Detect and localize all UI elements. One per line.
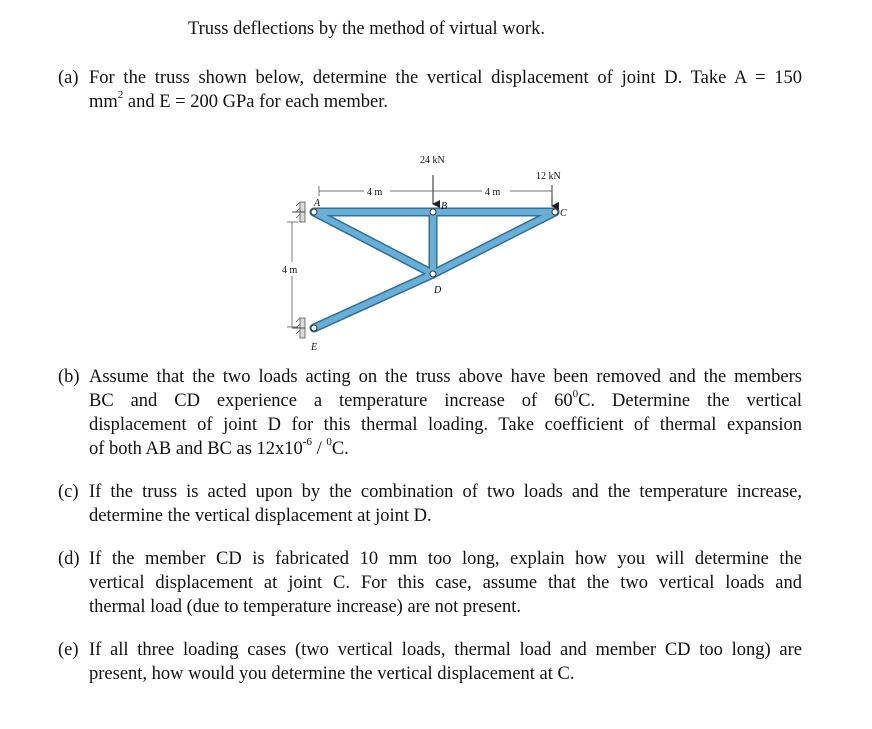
text-fragment: C. (331, 439, 349, 459)
text-line: displacement of joint D for this thermal loading. Take coefficient of thermal expansion (89, 415, 802, 435)
text-line: thermal load (due to temperature increase) are not present. (89, 597, 521, 617)
text-line: If all three loading cases (two vertical loads, thermal load and member CD too long) are (89, 640, 802, 660)
joint-label-d: D (434, 285, 442, 296)
text-line: If the member CD is fabricated 10 mm too long, explain how you will determine the (89, 549, 802, 569)
text-line (89, 437, 802, 461)
question-part-a (58, 66, 802, 114)
joint-label-b: B (441, 201, 448, 212)
text-fragment: / (311, 439, 327, 459)
question-part-e (58, 638, 802, 686)
text-fragment: C. Determine the vertical (578, 391, 802, 411)
part-text (89, 365, 802, 461)
page-title: Truss deflections by the method of virtual work. (188, 19, 545, 39)
part-text (89, 547, 802, 619)
text-line: Assume that the two loads acting on the truss above have been removed and the members (89, 367, 802, 387)
part-text (89, 480, 802, 528)
question-part-c (58, 480, 802, 528)
joint-pin-e (311, 325, 317, 331)
dimension-label-ae: 4 m (282, 265, 298, 276)
dimension-top (319, 186, 552, 196)
text-line (89, 90, 802, 114)
joint-pin-c (552, 209, 558, 215)
text-line (89, 389, 802, 413)
text-line: For the truss shown below, determine the vertical displacement of joint D. Take A = 150 (89, 68, 802, 88)
joint-label-a: A (314, 198, 321, 209)
text-line: If the truss is acted upon by the combination of two loads and the temperature increase, (89, 482, 802, 502)
truss-members (314, 212, 555, 328)
dimension-label-ab: 4 m (367, 187, 383, 198)
dimension-label-bc: 4 m (485, 187, 501, 198)
question-part-d (58, 547, 802, 619)
support-a (292, 202, 305, 222)
joint-label-c: C (560, 208, 567, 219)
support-e (292, 318, 305, 338)
text-line: vertical displacement at joint C. For this case, assume that the two vertical loads and (89, 573, 802, 593)
text-fragment: BC and CD experience a temperature increase of 60 (89, 391, 573, 411)
part-label: (d) (58, 549, 80, 569)
degree-mark: 0 (326, 435, 332, 448)
joint-pin-a (311, 209, 317, 215)
joint-pin-b (430, 209, 436, 215)
joint-pin-d (430, 271, 436, 277)
part-text (89, 638, 802, 686)
joint-label-e: E (311, 342, 318, 353)
part-label: (a) (58, 68, 79, 88)
part-label: (b) (58, 367, 80, 387)
degree-mark: 0 (572, 387, 579, 400)
part-text (89, 66, 802, 114)
unit-exponent: 2 (117, 88, 124, 101)
text-line: present, how would you determine the vertical displacement at C. (89, 664, 575, 684)
question-part-b (58, 365, 802, 461)
part-label: (e) (58, 640, 79, 660)
exponent: -6 (302, 435, 312, 448)
load-label-b: 24 kN (420, 155, 445, 166)
text-fragment: and E = 200 GPa for each member. (127, 92, 389, 112)
load-label-c: 12 kN (536, 171, 561, 182)
unit-mm: mm (89, 92, 118, 112)
text-fragment: of both AB and BC as 12x10 (89, 439, 303, 459)
text-line: determine the vertical displacement at joint D. (89, 506, 432, 526)
part-label: (c) (58, 482, 79, 502)
truss-diagram (270, 150, 590, 360)
